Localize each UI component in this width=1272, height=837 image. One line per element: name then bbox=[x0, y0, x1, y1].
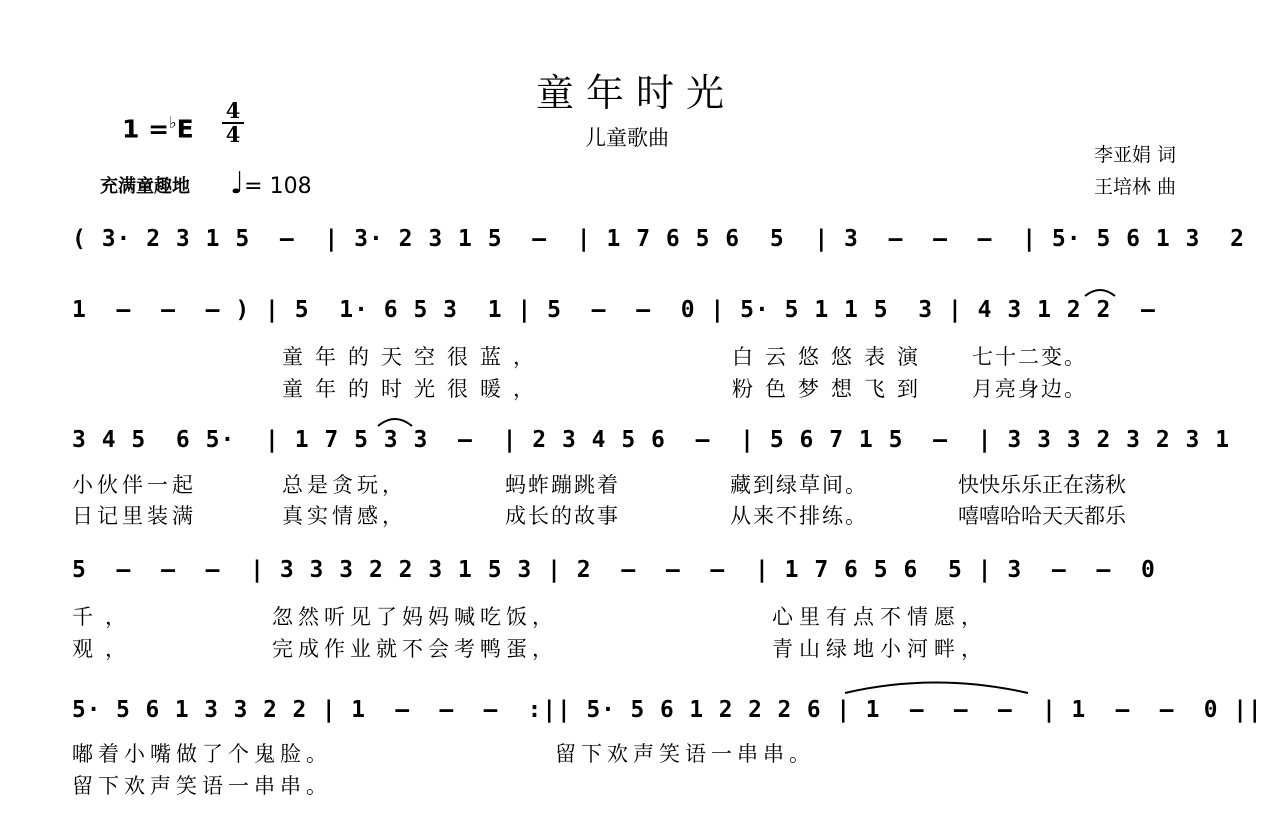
lyric-line: 留下欢声笑语一串串。 bbox=[555, 742, 815, 766]
lyric-line: 粉色梦想飞到 bbox=[732, 377, 930, 401]
lyric-line: 白云悠悠表演 bbox=[732, 345, 930, 369]
score-row-4: 5 – – – | 3 3 3 2 2 3 1 5 3 | 2 – – – | 1 7 6 5 6 5 | 3 – – 0 bbox=[72, 557, 1156, 583]
lyric-line: 从来不排练。 bbox=[730, 504, 868, 528]
lyric-line: 嘟着小嘴做了个鬼脸。 bbox=[72, 742, 332, 766]
lyricist-credit: 李亚娟 词 bbox=[1094, 144, 1177, 166]
time-sig-bottom: 4 bbox=[225, 122, 241, 147]
lyric-line: 忽然听见了妈妈喊吃饭， bbox=[272, 605, 558, 629]
quarter-note-icon: ♩ bbox=[230, 166, 245, 201]
lyric-line: 嘻嘻哈哈天天都乐 bbox=[958, 504, 1126, 528]
lyric-line: 成长的故事 bbox=[505, 504, 620, 528]
lyric-line: 真实情感， bbox=[282, 504, 407, 528]
song-title: 童年时光 bbox=[535, 71, 736, 115]
lyric-line: 青山绿地小河畔， bbox=[772, 637, 988, 661]
key-label: 1 = bbox=[122, 114, 170, 144]
lyric-line: 日记里装满 bbox=[72, 504, 197, 528]
lyric-line: 藏到绿草间。 bbox=[730, 473, 868, 497]
lyric-line: 心里有点不情愿， bbox=[772, 605, 988, 629]
lyric-line: 完成作业就不会考鸭蛋， bbox=[272, 637, 558, 661]
lyric-line: 观， bbox=[72, 637, 138, 661]
score-row-3: 3 4 5 6 5· | 1 7 5 3 3 – | 2 3 4 5 6 – | 5 6 7 1 5 – | 3 3 3 2 3 2 3 1 bbox=[72, 427, 1231, 453]
lyric-line: 快快乐乐正在荡秋 bbox=[958, 473, 1126, 497]
lyric-line: 留下欢声笑语一串串。 bbox=[72, 774, 332, 798]
score-row-2: 1 – – – ) | 5 1· 6 5 3 1 | 5 – – 0 | 5· 5 1 1 5 3 | 4 3 1 2 2 – bbox=[72, 297, 1156, 323]
key-note: E bbox=[176, 114, 194, 144]
score-row-1: ( 3· 2 3 1 5 – | 3· 2 3 1 5 – | 1 7 6 5 6 5 | 3 – – – | 5· 5 6 1 3 2 bbox=[72, 226, 1245, 252]
time-sig-top: 4 bbox=[225, 98, 241, 123]
lyric-line: 七十二变。 bbox=[972, 345, 1087, 369]
flat-sign: ♭ bbox=[169, 113, 177, 132]
lyric-line: 童年的天空很蓝， bbox=[282, 345, 546, 369]
score-row-5: 5· 5 6 1 3 3 2 2 | 1 – – – :|| 5· 5 6 1 2 2 2 6 | 1 – – – | 1 – – 0 || bbox=[72, 697, 1263, 723]
lyric-line: 小伙伴一起 bbox=[72, 473, 197, 497]
lyric-line: 千， bbox=[72, 605, 138, 629]
expression-mark: 充满童趣地 bbox=[100, 176, 190, 197]
lyric-line: 蚂蚱蹦跳着 bbox=[505, 473, 620, 497]
lyric-line: 总是贪玩， bbox=[282, 473, 407, 497]
composer-credit: 王培林 曲 bbox=[1094, 176, 1177, 198]
song-subtitle: 儿童歌曲 bbox=[585, 126, 669, 150]
lyric-line: 月亮身边。 bbox=[972, 377, 1087, 401]
tempo-value: = 108 bbox=[244, 174, 312, 199]
lyric-line: 童年的时光很暖， bbox=[282, 377, 546, 401]
